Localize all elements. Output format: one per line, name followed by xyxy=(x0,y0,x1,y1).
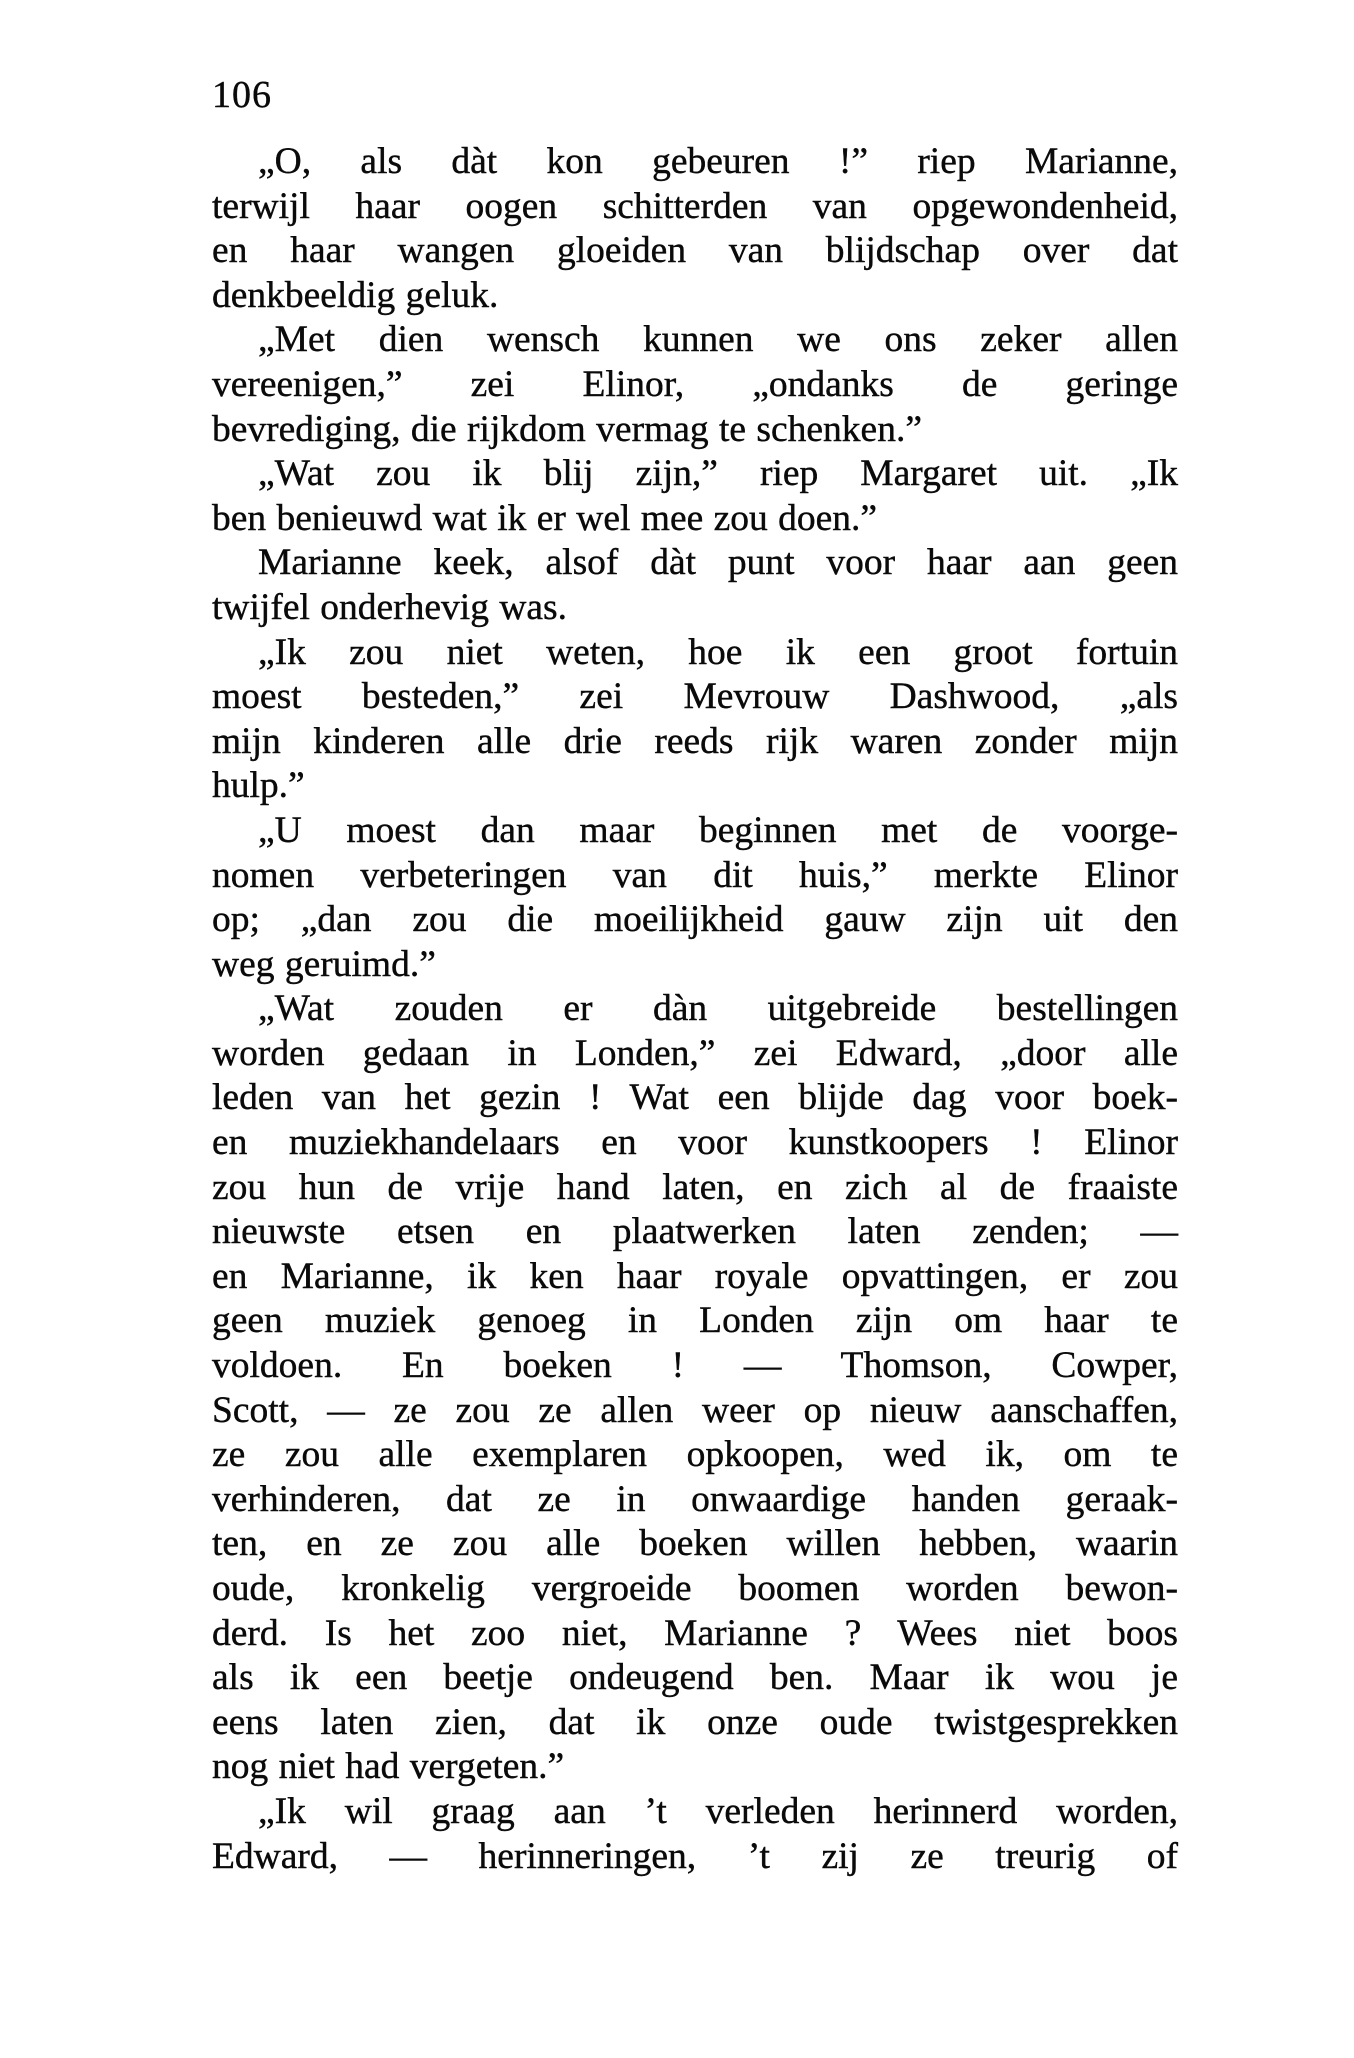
text-line: denkbeeldig geluk. xyxy=(212,274,499,316)
text-line: mijn kinderen alle drie reeds rijk waren zonder mijn xyxy=(212,720,1178,762)
text-line: zou hun de vrije hand laten, en zich al de fraaiste xyxy=(212,1166,1178,1208)
text-line: Scott, — ze zou ze allen weer op nieuw aanschaffen, xyxy=(212,1389,1178,1431)
text-line: eens laten zien, dat ik onze oude twistgesprekken xyxy=(212,1701,1178,1743)
text-line: voldoen. En boeken ! — Thomson, Cowper, xyxy=(212,1345,1178,1387)
text-line: geen muziek genoeg in Londen zijn om haar te xyxy=(212,1300,1178,1342)
text-line: „Wat zou ik blij zijn,” riep Margaret uit. „Ik xyxy=(258,453,1178,495)
text-line: en muziekhandelaars en voor kunstkoopers ! Elinor xyxy=(212,1122,1178,1164)
text-line: „Ik zou niet weten, hoe ik een groot fortuin xyxy=(258,631,1178,673)
text-line: „U moest dan maar beginnen met de voorge- xyxy=(258,809,1178,851)
text-line: bevrediging, die rijkdom vermag te schenken.” xyxy=(212,408,922,450)
text-line: twijfel onderhevig was. xyxy=(212,586,568,628)
text-line: vereenigen,” zei Elinor, „ondanks de geringe xyxy=(212,363,1178,405)
text-line: nog niet had vergeten.” xyxy=(212,1746,565,1788)
text-line: „Met dien wensch kunnen we ons zeker allen xyxy=(258,319,1178,361)
text-line: „Wat zouden er dàn uitgebreide bestellingen xyxy=(258,988,1178,1030)
text-line: nieuwste etsen en plaatwerken laten zenden; — xyxy=(212,1211,1178,1253)
text-line: nomen verbeteringen van dit huis,” merkte Elinor xyxy=(212,854,1178,896)
text-line: op; „dan zou die moeilijkheid gauw zijn uit den xyxy=(212,899,1178,941)
text-line: ten, en ze zou alle boeken willen hebben, waarin xyxy=(212,1523,1178,1565)
text-line: verhinderen, dat ze in onwaardige handen geraak- xyxy=(212,1478,1178,1520)
text-line: moest besteden,” zei Mevrouw Dashwood, „als xyxy=(212,676,1178,718)
text-line: Edward, — herinneringen, ’t zij ze treurig of xyxy=(212,1835,1178,1877)
text-line: en Marianne, ik ken haar royale opvattingen, er zou xyxy=(212,1255,1178,1297)
text-line: leden van het gezin ! Wat een blijde dag voor boek- xyxy=(212,1077,1178,1119)
text-line: als ik een beetje ondeugend ben. Maar ik wou je xyxy=(212,1657,1178,1699)
text-line: weg geruimd.” xyxy=(212,943,436,985)
text-line: en haar wangen gloeiden van blijdschap over dat xyxy=(212,230,1178,272)
text-line: „O, als dàt kon gebeuren !” riep Marianne, xyxy=(258,141,1178,182)
page-number: 106 xyxy=(212,74,272,116)
page-text xyxy=(212,140,1178,1879)
text-line: ben benieuwd wat ik er wel mee zou doen.” xyxy=(212,497,878,539)
text-line: oude, kronkelig vergroeide boomen worden bewon- xyxy=(212,1568,1178,1609)
text-line: Marianne keek, alsof dàt punt voor haar aan geen xyxy=(258,542,1178,584)
text-line: derd. Is het zoo niet, Marianne ? Wees niet boos xyxy=(212,1612,1178,1654)
text-line: hulp.” xyxy=(212,765,305,807)
text-line: ze zou alle exemplaren opkoopen, wed ik, om te xyxy=(212,1434,1178,1476)
text-line: worden gedaan in Londen,” zei Edward, „door alle xyxy=(212,1032,1178,1074)
text-line: terwijl haar oogen schitterden van opgewondenheid, xyxy=(212,185,1178,227)
text-line: „Ik wil graag aan ’t verleden herinnerd worden, xyxy=(258,1790,1178,1832)
